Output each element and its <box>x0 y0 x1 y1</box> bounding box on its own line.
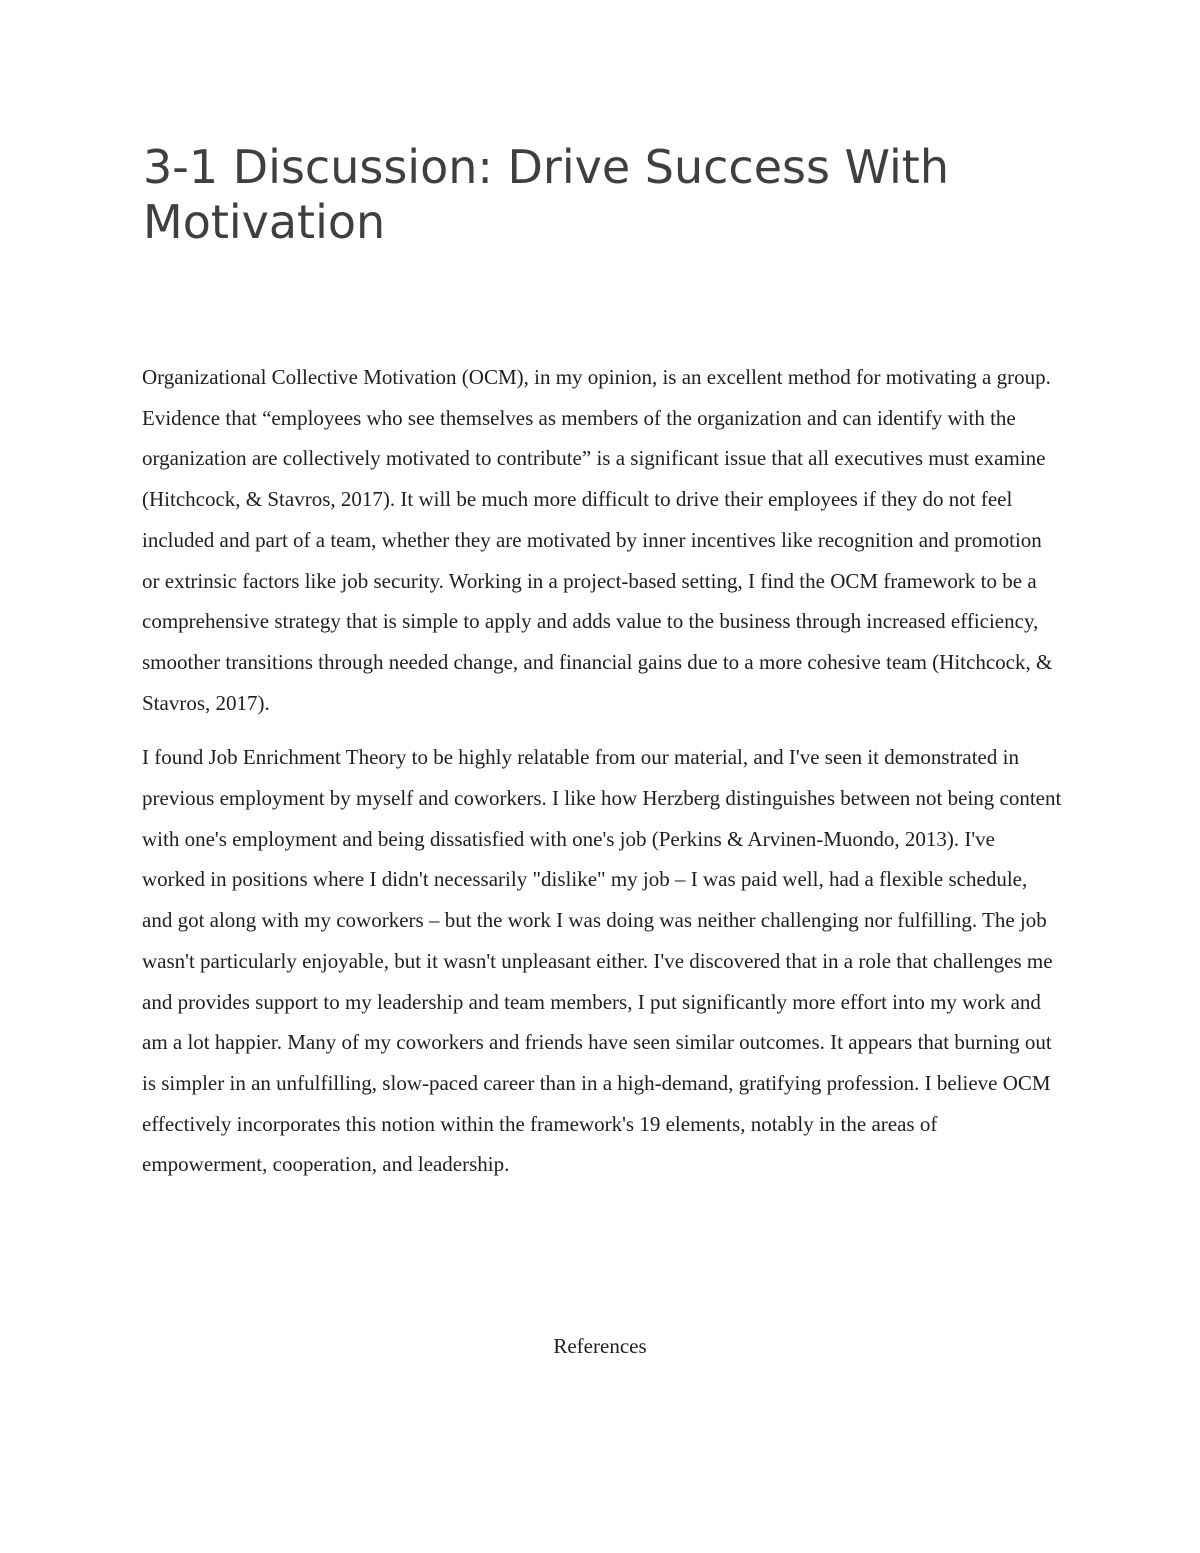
body-paragraph-1: Organizational Collective Motivation (OCM), in my opinion, is an excellent method for motivating a group. Evidence that “employees who see themselves as members of the organization and can identify with the organization are collectively motivated to contribute” is a significant issue that all executives must examine (Hitchcock, & Stavros, 2017). It will be much more difficult to drive their employees if they do not feel included and part of a team, whether they are motivated by inner incentives like recognition and promotion or extrinsic factors like job security. Working in a project-based setting, I find the OCM framework to be a comprehensive strategy that is simple to apply and adds value to the business through increased efficiency, smoother transitions through needed change, and financial gains due to a more cohesive team (Hitchcock, & Stavros, 2017). <box>142 365 1053 715</box>
document-title: 3-1 Discussion: Drive Success With Motivation <box>143 140 949 249</box>
body-paragraph-2: I found Job Enrichment Theory to be highly relatable from our material, and I've seen it demonstrated in previous employment by myself and coworkers. I like how Herzberg distinguishes between not being content with one's employment and being dissatisfied with one's job (Perkins & Arvinen-Muondo, 2013). I've worked in positions where I didn't necessarily "dislike" my job – I was paid well, had a flexible schedule, and got along with my coworkers – but the work I was doing was neither challenging nor fulfilling. The job wasn't particularly enjoyable, but it wasn't unpleasant either. I've discovered that in a role that challenges me and provides support to my leadership and team members, I put significantly more effort into my work and am a lot happier. Many of my coworkers and friends have seen similar outcomes. It appears that burning out is simpler in an unfulfilling, slow-paced career than in a high-demand, gratifying profession. I believe OCM effectively incorporates this notion within the framework's 19 elements, notably in the areas of empowerment, cooperation, and leadership. <box>142 745 1062 1177</box>
document-body <box>142 357 1062 1199</box>
references-heading: References <box>553 1334 647 1358</box>
